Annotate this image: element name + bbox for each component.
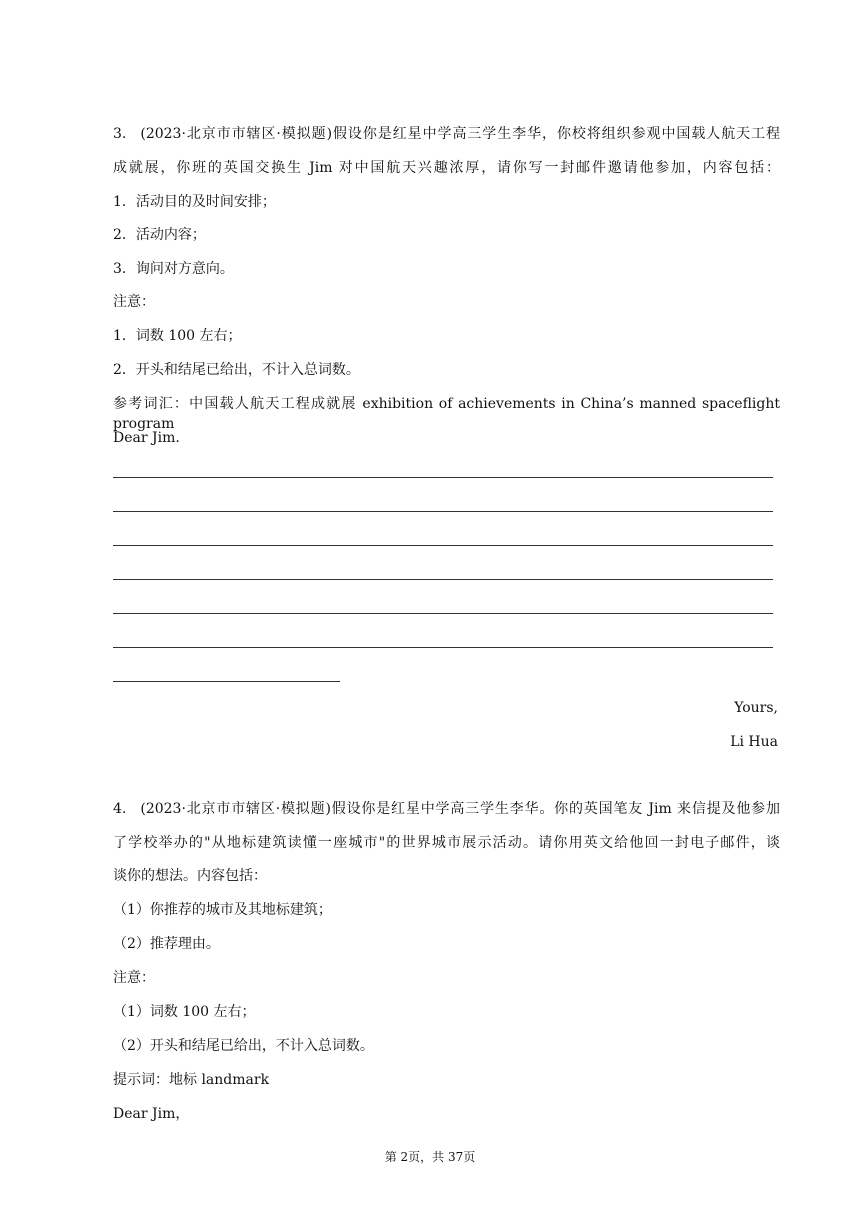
- q4-number: 4.: [113, 801, 127, 817]
- q4-prompt-line-2: 了学校举办的"从地标建筑读懂一座城市"的世界城市展示活动。请你用英文给他回一封电子邮件，谈: [113, 835, 780, 851]
- q4-note-label: 注意：: [113, 970, 155, 986]
- q3-note-1: 1．词数 100 左右；: [113, 328, 242, 344]
- q4-prompt-line-3: 谈你的想法。内容包括：: [113, 868, 267, 884]
- q3-closing: Yours,: [734, 700, 778, 716]
- q3-number: 3.: [113, 126, 127, 142]
- q3-note-label: 注意：: [113, 294, 155, 310]
- answer-line: [113, 647, 773, 648]
- q3-item-2: 2．活动内容；: [113, 227, 206, 243]
- q3-prompt-line-2: 成就展，你班的英国交换生 Jim 对中国航天兴趣浓厚，请你写一封邮件邀请他参加，内容包括：: [113, 160, 780, 176]
- q3-prompt-text-1: (2023·北京市市辖区·模拟题)假设你是红星中学高三学生李华，你校将组织参观中国载人航天工程: [140, 126, 780, 142]
- q3-signature: Li Hua: [730, 734, 778, 750]
- q4-item-1: （1）你推荐的城市及其地标建筑；: [113, 902, 332, 918]
- q3-note-2: 2．开头和结尾已给出，不计入总词数。: [113, 362, 360, 378]
- q4-item-2: （2）推荐理由。: [113, 936, 220, 952]
- q3-greeting: Dear Jim.: [113, 430, 180, 446]
- q4-prompt-line-1: [113, 799, 780, 819]
- answer-line: [113, 545, 773, 546]
- answer-line: [113, 613, 773, 614]
- q4-prompt-text-1: (2023·北京市市辖区·模拟题)假设你是红星中学高三学生李华。你的英国笔友 Jim 来信提及他参加: [140, 801, 780, 817]
- q4-note-2: （2）开头和结尾已给出，不计入总词数。: [113, 1038, 374, 1054]
- page-number-footer: 第 2页，共 37页: [384, 1150, 476, 1164]
- answer-line: [113, 579, 773, 580]
- q4-hint: 提示词：地标 landmark: [113, 1072, 270, 1088]
- q3-item-1: 1．活动目的及时间安排；: [113, 194, 276, 210]
- answer-line: [113, 511, 773, 512]
- q4-note-1: （1）词数 100 左右；: [113, 1004, 256, 1020]
- q3-vocab: 参考词汇：中国载人航天工程成就展 exhibition of achievements in China’s manned spaceflight program: [113, 396, 780, 432]
- answer-line-short: [113, 681, 340, 682]
- q3-item-3: 3．询问对方意向。: [113, 261, 234, 277]
- q3-prompt-line-1: [113, 124, 780, 144]
- q4-greeting: Dear Jim，: [113, 1106, 190, 1122]
- answer-line: [113, 477, 773, 478]
